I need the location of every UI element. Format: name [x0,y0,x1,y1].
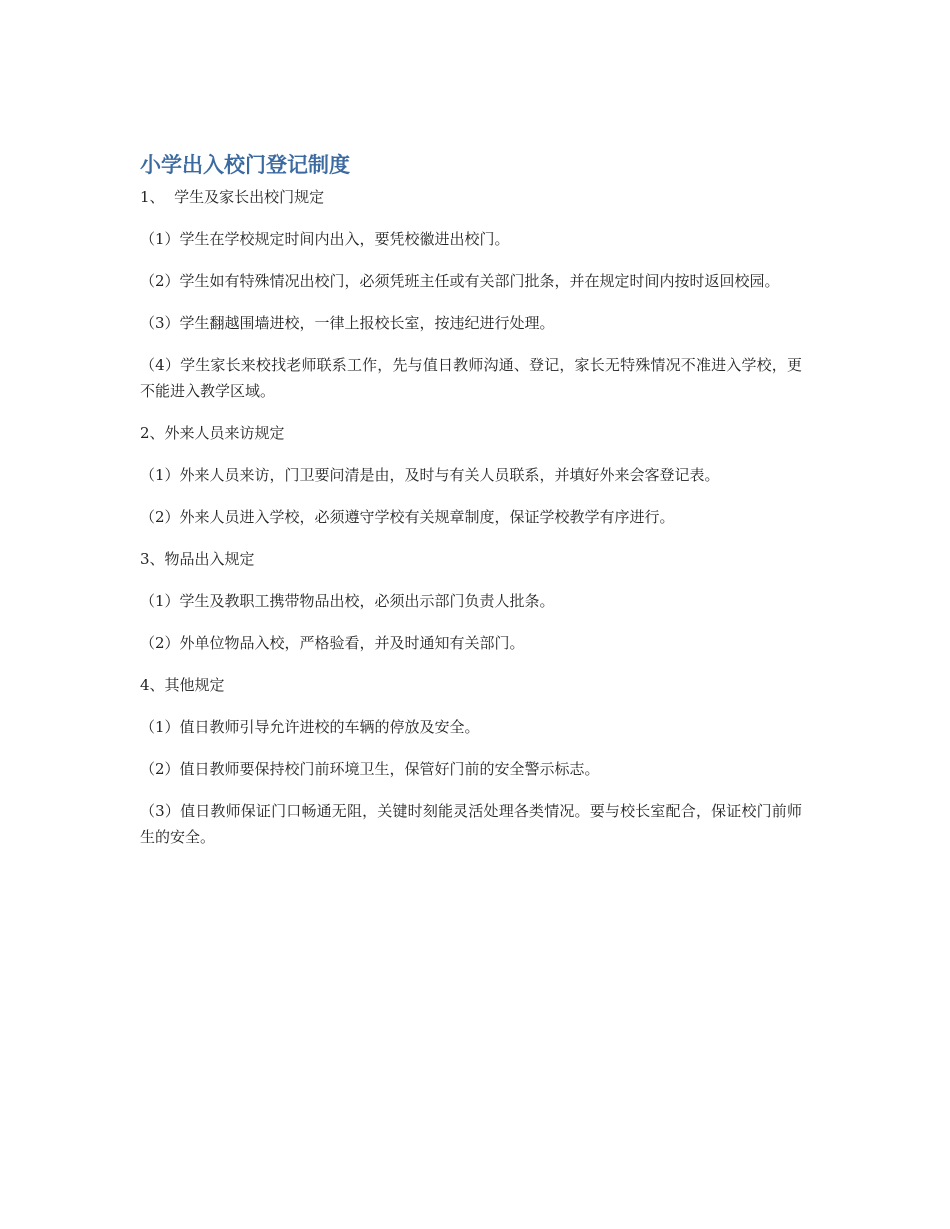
rule-item: （2）外单位物品入校，严格验看，并及时通知有关部门。 [140,634,525,652]
rule-item: （1）学生在学校规定时间内出入，要凭校徽进出校门。 [140,230,510,248]
rule-item: （3）值日教师保证门口畅通无阻，关键时刻能灵活处理各类情况。要与校长室配合，保证校门前师生的安全。 [140,802,802,846]
rule-item: （2）值日教师要保持校门前环境卫生，保管好门前的安全警示标志。 [140,760,600,778]
section-other-rules [140,672,802,850]
rule-item: （1）值日教师引导允许进校的车辆的停放及安全。 [140,718,480,736]
section-goods-rules [140,546,802,656]
rule-item: （3）学生翻越围墙进校，一律上报校长室，按违纪进行处理。 [140,314,555,332]
rule-item: （1）学生及教职工携带物品出校，必须出示部门负责人批条。 [140,592,555,610]
page-title: 小学出入校门登记制度 [140,153,350,177]
document-body [140,150,802,866]
rule-item: （2）外来人员进入学校，必须遵守学校有关规章制度，保证学校教学有序进行。 [140,508,675,526]
section-heading: 2、外来人员来访规定 [140,424,285,442]
section-heading: 4、其他规定 [140,676,225,694]
section-visitor-rules [140,420,802,530]
section-heading: 3、物品出入规定 [140,550,255,568]
rule-item: （2）学生如有特殊情况出校门，必须凭班主任或有关部门批条，并在规定时间内按时返回校园。 [140,272,780,290]
rule-item: （1）外来人员来访，门卫要问清是由，及时与有关人员联系，并填好外来会客登记表。 [140,466,720,484]
section-heading: 1、 学生及家长出校门规定 [140,188,325,206]
rule-item: （4）学生家长来校找老师联系工作，先与值日教师沟通、登记，家长无特殊情况不准进入学校，更不能进入教学区域。 [140,356,802,400]
section-student-parent-rules [140,184,802,404]
